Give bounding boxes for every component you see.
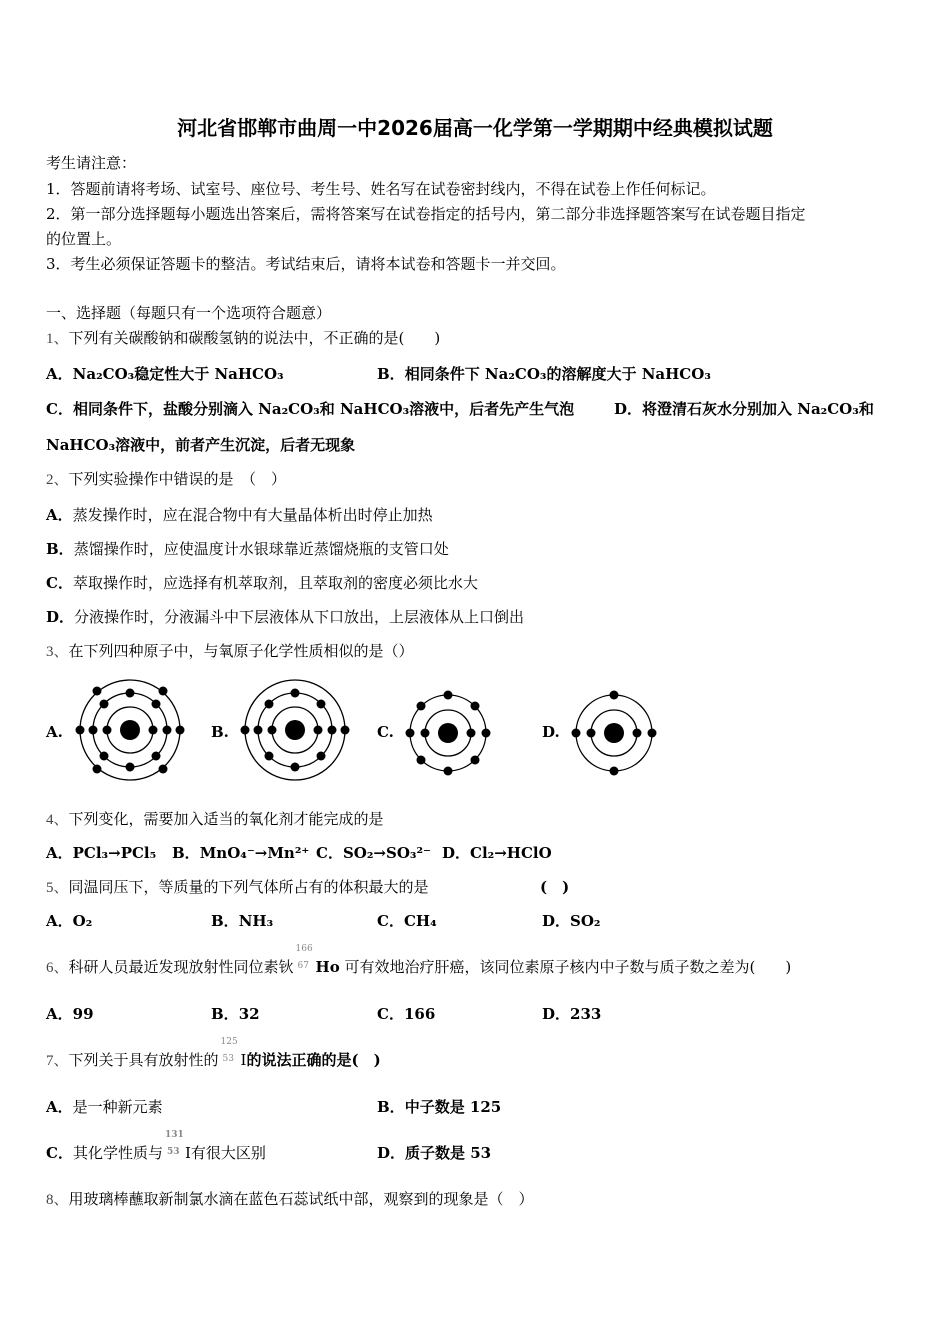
option-text: 将澄清石灰水分别加入 Na₂CO₃和 [642, 400, 874, 418]
option-label: B． [377, 365, 405, 383]
q4-option-a[interactable] [46, 842, 156, 863]
option-label: B． [172, 844, 200, 862]
option-label: D． [542, 1005, 571, 1023]
question-text-cont: 的说法正确的是( ) [246, 1051, 381, 1069]
question-8-stem [46, 1188, 534, 1209]
atom-diagram-c[interactable] [405, 690, 491, 776]
option-text: Na₂CO₃稳定性大于 NaHCO₃ [72, 365, 284, 383]
option-label: D． [614, 400, 643, 418]
isotope-notation [163, 1130, 185, 1164]
option-text: 分液操作时，分液漏斗中下层液体从下口放出，上层液体从上口倒出 [74, 608, 525, 626]
option-label: A． [46, 365, 73, 383]
option-text: 蒸发操作时，应在混合物中有大量晶体析出时停止加热 [72, 506, 433, 524]
atomic-number: 53 [166, 1147, 180, 1157]
option-text: 相同条件下 Na₂CO₃的溶解度大于 NaHCO₃ [404, 365, 711, 383]
option-text: 其化学性质与 [72, 1144, 163, 1162]
question-number: 7、 [46, 1053, 69, 1069]
question-2-stem [46, 468, 286, 489]
option-text: MnO₄⁻→Mn²⁺ [199, 844, 310, 862]
question-text: 科研人员最近发现放射性同位素钬 [68, 958, 294, 976]
option-label: B． [377, 1098, 405, 1116]
question-3-stem [46, 640, 414, 661]
page-title: 河北省邯郸市曲周一中2026届高一化学第一学期期中经典模拟试题 [177, 116, 773, 140]
atomic-number: 67 [297, 961, 309, 971]
option-label: C． [377, 912, 404, 930]
option-text: 是一种新元素 [72, 1098, 163, 1116]
q3-option-c-label[interactable]: C. [377, 723, 394, 741]
option-text: 蒸馏操作时，应使温度计水银球靠近蒸馏烧瓶的支管口处 [73, 540, 449, 558]
atom-diagram-a[interactable] [75, 675, 185, 785]
q1-option-d-cont: NaHCO₃溶液中，前者产生沉淀，后者无现象 [46, 436, 356, 454]
q5-option-b[interactable] [211, 910, 273, 931]
question-text: 在下列四种原子中，与氧原子化学性质相似的是（） [68, 642, 414, 660]
option-label: A． [46, 506, 73, 524]
q6-option-d[interactable] [542, 1003, 601, 1024]
q5-option-c[interactable] [377, 910, 437, 931]
q1-option-b[interactable] [377, 363, 711, 384]
notice-item-2-cont: 的位置上。 [46, 230, 122, 248]
q4-option-b[interactable] [172, 842, 309, 863]
mass-number: 131 [164, 1130, 184, 1140]
question-number: 2、 [46, 472, 69, 488]
option-text: 166 [403, 1005, 436, 1023]
element-symbol: I [240, 1051, 247, 1069]
element-symbol: I [184, 1144, 191, 1162]
option-text: SO₂→SO₃²⁻ [342, 844, 431, 862]
question-number: 1、 [46, 331, 69, 347]
option-text: Cl₂→HClO [470, 844, 552, 862]
q7-option-b[interactable] [377, 1096, 501, 1117]
option-label: C． [46, 1144, 73, 1162]
question-text: 下列关于具有放射性的 [68, 1051, 219, 1069]
question-4-stem [46, 808, 384, 829]
option-label: A． [46, 1098, 73, 1116]
notice-item-2: 2．第一部分选择题每小题选出答案后，需将答案写在试卷指定的括号内，第二部分非选择题答案写在试卷题目指定 [46, 205, 806, 223]
option-text: O₂ [72, 912, 93, 930]
question-number: 5、 [46, 880, 69, 896]
q6-option-b[interactable] [211, 1003, 260, 1024]
element-symbol: Ho [315, 958, 340, 976]
option-label: D． [46, 608, 75, 626]
option-label: C． [46, 574, 73, 592]
option-label: B． [211, 1005, 239, 1023]
option-text: 萃取操作时，应选择有机萃取剂，且萃取剂的密度必须比水大 [72, 574, 478, 592]
atom-diagram-d[interactable] [571, 690, 657, 776]
question-7-stem [46, 1037, 381, 1071]
notice-heading: 考生请注意： [46, 154, 137, 172]
question-text-cont: 可有效地治疗肝癌，该同位素原子核内中子数与质子数之差为( ) [344, 958, 792, 976]
option-label: C． [46, 400, 73, 418]
option-label: C． [316, 844, 343, 862]
q4-option-d[interactable] [442, 842, 552, 863]
q2-option-a[interactable] [46, 504, 433, 525]
q5-option-a[interactable] [46, 910, 92, 931]
q7-option-c[interactable] [46, 1130, 266, 1164]
option-text: NH₃ [238, 912, 274, 930]
option-label: A． [46, 844, 73, 862]
question-text: 下列变化，需要加入适当的氧化剂才能完成的是 [68, 810, 384, 828]
question-text: 同温同压下，等质量的下列气体所占有的体积最大的是 [68, 878, 429, 896]
q1-option-c[interactable] [46, 398, 574, 419]
q6-option-a[interactable] [46, 1003, 94, 1024]
question-number: 6、 [46, 960, 69, 976]
q7-option-d[interactable] [377, 1142, 491, 1163]
notice-item-1: 1．答题前请将考场、试室号、座位号、考生号、姓名写在试卷密封线内，不得在试卷上作任何标记。 [46, 180, 716, 198]
q1-option-d[interactable] [614, 398, 874, 419]
option-label: D． [442, 844, 471, 862]
q3-option-b-label[interactable]: B. [211, 723, 229, 741]
question-number: 4、 [46, 812, 69, 828]
section-heading: 一、选择题（每题只有一个选项符合题意） [46, 304, 332, 322]
question-1-stem [46, 327, 440, 348]
mass-number: 125 [220, 1037, 238, 1047]
question-text: 用玻璃棒蘸取新制氯水滴在蓝色石蕊试纸中部，观察到的现象是（ ） [68, 1190, 534, 1208]
question-number: 8、 [46, 1192, 69, 1208]
option-text-cont: 有很大区别 [190, 1144, 266, 1162]
option-label: C． [377, 1005, 404, 1023]
option-text: 233 [570, 1005, 602, 1023]
option-text: CH₄ [403, 912, 437, 930]
option-label: B． [211, 912, 239, 930]
atom-diagram-b[interactable] [240, 675, 350, 785]
option-text: SO₂ [570, 912, 601, 930]
question-number: 3、 [46, 644, 69, 660]
answer-bracket: ( ) [540, 878, 570, 896]
q2-option-b[interactable] [46, 538, 449, 559]
q2-option-c[interactable] [46, 572, 478, 593]
q2-option-d[interactable] [46, 606, 524, 627]
option-text: 相同条件下，盐酸分别滴入 Na₂CO₃和 NaHCO₃溶液中，后者先产生气泡 [72, 400, 575, 418]
q3-option-a-label[interactable]: A. [46, 723, 63, 741]
option-label: A． [46, 912, 73, 930]
question-text: 下列实验操作中错误的是 （ ） [68, 470, 287, 488]
q4-option-c[interactable] [316, 842, 431, 863]
option-text: 中子数是 125 [404, 1098, 502, 1116]
option-text: PCl₃→PCl₅ [72, 844, 157, 862]
mass-number: 166 [295, 944, 313, 954]
option-label: A． [46, 1005, 73, 1023]
question-6-stem [46, 944, 792, 978]
option-text: 99 [72, 1005, 94, 1023]
question-5-stem [46, 876, 429, 897]
question-text: 下列有关碳酸钠和碳酸氢钠的说法中，不正确的是( ) [68, 329, 441, 347]
q6-option-c[interactable] [377, 1003, 435, 1024]
q7-option-a[interactable] [46, 1096, 163, 1117]
notice-item-3: 3．考生必须保证答题卡的整洁。考试结束后，请将本试卷和答题卡一并交回。 [46, 255, 566, 273]
option-text: 质子数是 53 [405, 1144, 492, 1162]
option-label: D． [377, 1144, 406, 1162]
q3-option-d-label[interactable]: D. [542, 723, 560, 741]
option-text: 32 [238, 1005, 260, 1023]
atomic-number: 53 [222, 1054, 234, 1064]
option-label: B． [46, 540, 74, 558]
option-label: D． [542, 912, 571, 930]
q5-option-d[interactable] [542, 910, 600, 931]
isotope-notation [294, 944, 316, 978]
isotope-notation [219, 1037, 241, 1071]
q1-option-a[interactable] [46, 363, 284, 384]
